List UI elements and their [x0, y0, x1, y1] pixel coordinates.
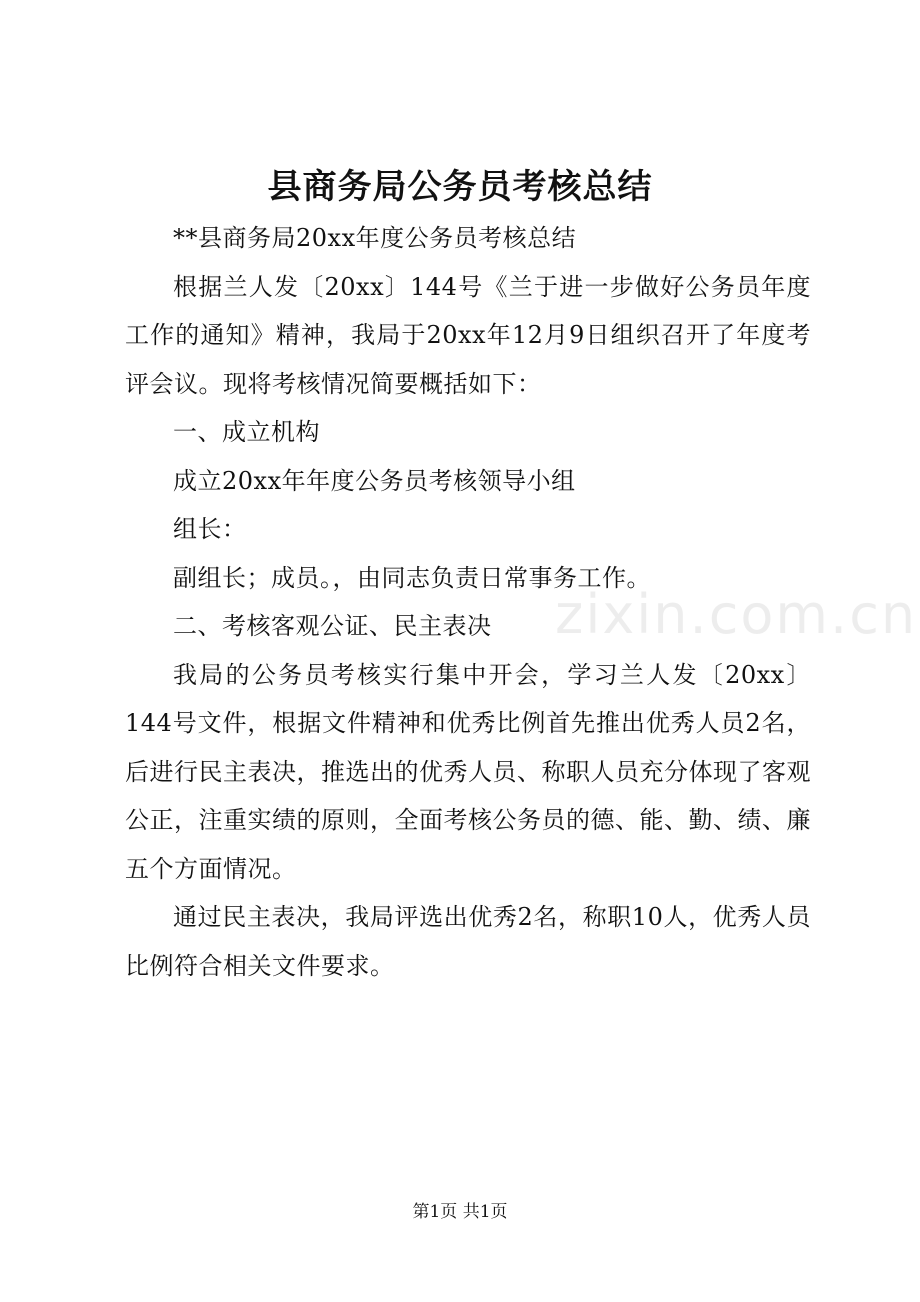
paragraph-assessment: 我局的公务员考核实行集中开会，学习兰人发〔20xx〕144号文件，根据文件精神和优秀比例首先推出优秀人员2名，后进行民主表决，推选出的优秀人员、称职人员充分体现了客观公正，注重实绩的原则，全面考核公务员的德、能、勤、绩、廉五个方面情况。	[125, 660, 811, 883]
paragraph-subtitle: **县商务局20xx年度公务员考核总结	[173, 224, 577, 252]
document-title: 县商务局公务员考核总结	[267, 167, 653, 207]
paragraph-intro: 根据兰人发〔20xx〕144号《兰于进一步做好公务员年度工作的通知》精神，我局于20xx年12月9日组织召开了年度考评会议。现将考核情况简要概括如下：	[125, 272, 811, 398]
paragraph-result: 通过民主表决，我局评选出优秀2名，称职10人，优秀人员比例符合相关文件要求。	[125, 903, 811, 980]
section-heading-2: 二、考核客观公证、民主表决	[173, 612, 492, 640]
watermark: zixin.com.cn	[555, 583, 918, 646]
page-footer: 第1页 共1页	[412, 1202, 508, 1222]
paragraph-group-members: 副组长；成员。，由同志负责日常事务工作。	[173, 563, 651, 592]
paragraph-group-leader: 组长：	[173, 515, 247, 543]
paragraph-group-formed: 成立20xx年年度公务员考核领导小组	[173, 466, 576, 495]
section-heading-1: 一、成立机构	[173, 418, 320, 446]
